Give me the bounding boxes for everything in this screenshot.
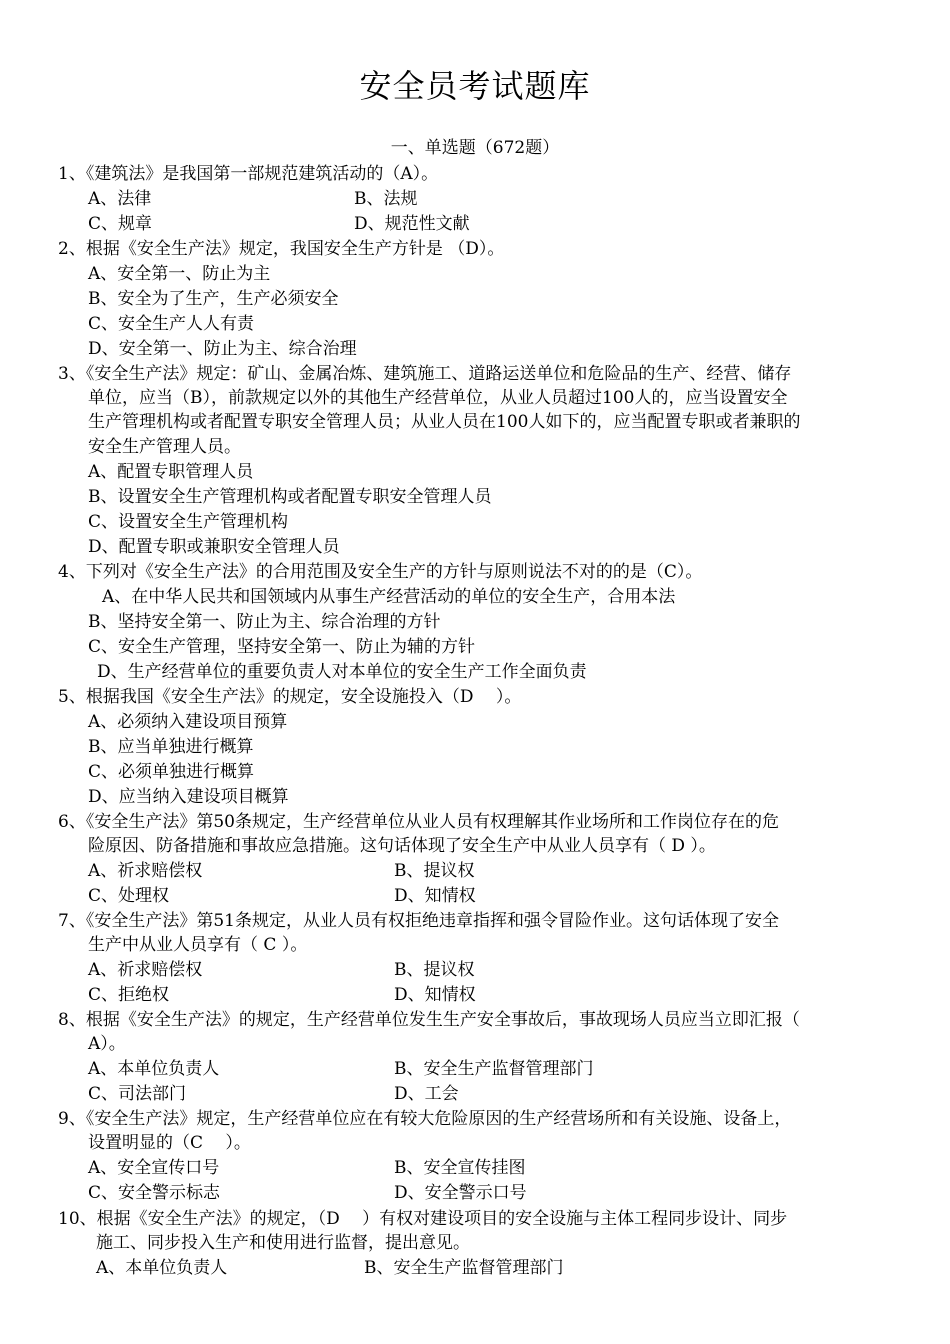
q4-option-a: A、在中华人民共和国领域内从事生产经营活动的单位的安全生产，合用本法 (102, 587, 676, 607)
q3-stem-line1: 3、《安全生产法》规定：矿山、金属冶炼、建筑施工、道路运送单位和危险品的生产、经营、储存 (58, 364, 792, 384)
q3-option-a: A、配置专职管理人员 (88, 462, 254, 482)
q9-option-a: A、安全宣传口号 (88, 1158, 220, 1178)
q9-stem-line2: 设置明显的（C ）。 (88, 1133, 251, 1153)
q3-option-d: D、配置专职或兼职安全管理人员 (88, 537, 340, 557)
q2-stem: 2、根据《安全生产法》规定，我国安全生产方针是 （D）。 (58, 239, 505, 259)
q10-option-b: B、安全生产监督管理部门 (364, 1258, 564, 1278)
q8-option-b: B、安全生产监督管理部门 (394, 1059, 594, 1079)
q5-stem: 5、根据我国《安全生产法》的规定，安全设施投入（D ）。 (58, 687, 522, 707)
q7-option-a: A、祈求赔偿权 (88, 960, 203, 980)
q7-option-c: C、拒绝权 (88, 985, 170, 1005)
q8-option-d: D、工会 (394, 1084, 459, 1104)
q6-option-a: A、祈求赔偿权 (88, 861, 203, 881)
q3-option-b: B、设置安全生产管理机构或者配置专职安全管理人员 (88, 487, 492, 507)
q2-option-a: A、安全第一、防止为主 (88, 264, 271, 284)
q5-option-b: B、应当单独进行概算 (88, 737, 254, 757)
q7-stem-line2: 生产中从业人员享有（ C ）。 (88, 935, 308, 955)
q8-stem-line1: 8、根据《安全生产法》的规定，生产经营单位发生生产安全事故后，事故现场人员应当立即汇报（ (58, 1010, 800, 1030)
q6-option-d: D、知情权 (394, 886, 476, 906)
q4-option-b: B、坚持安全第一、防止为主、综合治理的方针 (88, 612, 441, 632)
q9-stem-line1: 9、《安全生产法》规定，生产经营单位应在有较大危险原因的生产经营场所和有关设施、设备上， (58, 1109, 792, 1129)
q6-stem-line2: 险原因、防备措施和事故应急措施。这句话体现了安全生产中从业人员享有（ D ）。 (88, 836, 716, 856)
document-title: 安全员考试题库 (359, 67, 591, 105)
q3-option-c: C、设置安全生产管理机构 (88, 512, 289, 532)
section-heading: 一、单选题（672题） (390, 138, 560, 158)
q10-stem-line2: 施工、同步投入生产和使用进行监督，提出意见。 (96, 1233, 470, 1253)
q1-option-c: C、规章 (88, 214, 153, 234)
q9-option-b: B、安全宣传挂图 (394, 1158, 526, 1178)
q8-stem-line2: A）。 (88, 1034, 126, 1054)
q1-option-b: B、法规 (354, 189, 418, 209)
q1-stem: 1、《建筑法》是我国第一部规范建筑活动的（A）。 (58, 164, 439, 184)
q6-stem-line1: 6、《安全生产法》第50条规定，生产经营单位从业人员有权理解其作业场所和工作岗位存在的危 (58, 812, 779, 832)
q4-stem: 4、下列对《安全生产法》的合用范围及安全生产的方针与原则说法不对的的是（C）。 (58, 562, 703, 582)
q2-option-b: B、安全为了生产，生产必须安全 (88, 289, 339, 309)
q4-option-c: C、安全生产管理，坚持安全第一、防止为辅的方针 (88, 637, 476, 657)
q4-option-d: D、生产经营单位的重要负责人对本单位的安全生产工作全面负责 (97, 662, 587, 682)
q2-option-c: C、安全生产人人有责 (88, 314, 255, 334)
q3-stem-line3: 生产管理机构或者配置专职安全管理人员；从业人员在100人如下的，应当配置专职或者兼职的 (88, 412, 801, 432)
q10-stem-line1: 10、根据《安全生产法》的规定，（D ）有权对建设项目的安全设施与主体工程同步设计、同步 (58, 1209, 788, 1229)
q3-stem-line4: 安全生产管理人员。 (88, 437, 241, 457)
q3-stem-line2: 单位，应当（B），前款规定以外的其他生产经营单位，从业人员超过100人的，应当设置安全 (88, 388, 788, 408)
q7-option-b: B、提议权 (394, 960, 475, 980)
q6-option-c: C、处理权 (88, 886, 170, 906)
q7-option-d: D、知情权 (394, 985, 476, 1005)
q8-option-a: A、本单位负责人 (88, 1059, 220, 1079)
q9-option-c: C、安全警示标志 (88, 1183, 221, 1203)
q5-option-d: D、应当纳入建设项目概算 (88, 787, 289, 807)
q5-option-a: A、必须纳入建设项目预算 (88, 712, 288, 732)
q6-option-b: B、提议权 (394, 861, 475, 881)
q1-option-a: A、法律 (88, 189, 152, 209)
q2-option-d: D、安全第一、防止为主、综合治理 (88, 339, 357, 359)
q8-option-c: C、司法部门 (88, 1084, 187, 1104)
q1-option-d: D、规范性文献 (354, 214, 470, 234)
q5-option-c: C、必须单独进行概算 (88, 762, 255, 782)
q7-stem-line1: 7、《安全生产法》第51条规定，从业人员有权拒绝违章指挥和强令冒险作业。这句话体现了安全 (58, 911, 779, 931)
q10-option-a: A、本单位负责人 (96, 1258, 228, 1278)
q9-option-d: D、安全警示口号 (394, 1183, 527, 1203)
